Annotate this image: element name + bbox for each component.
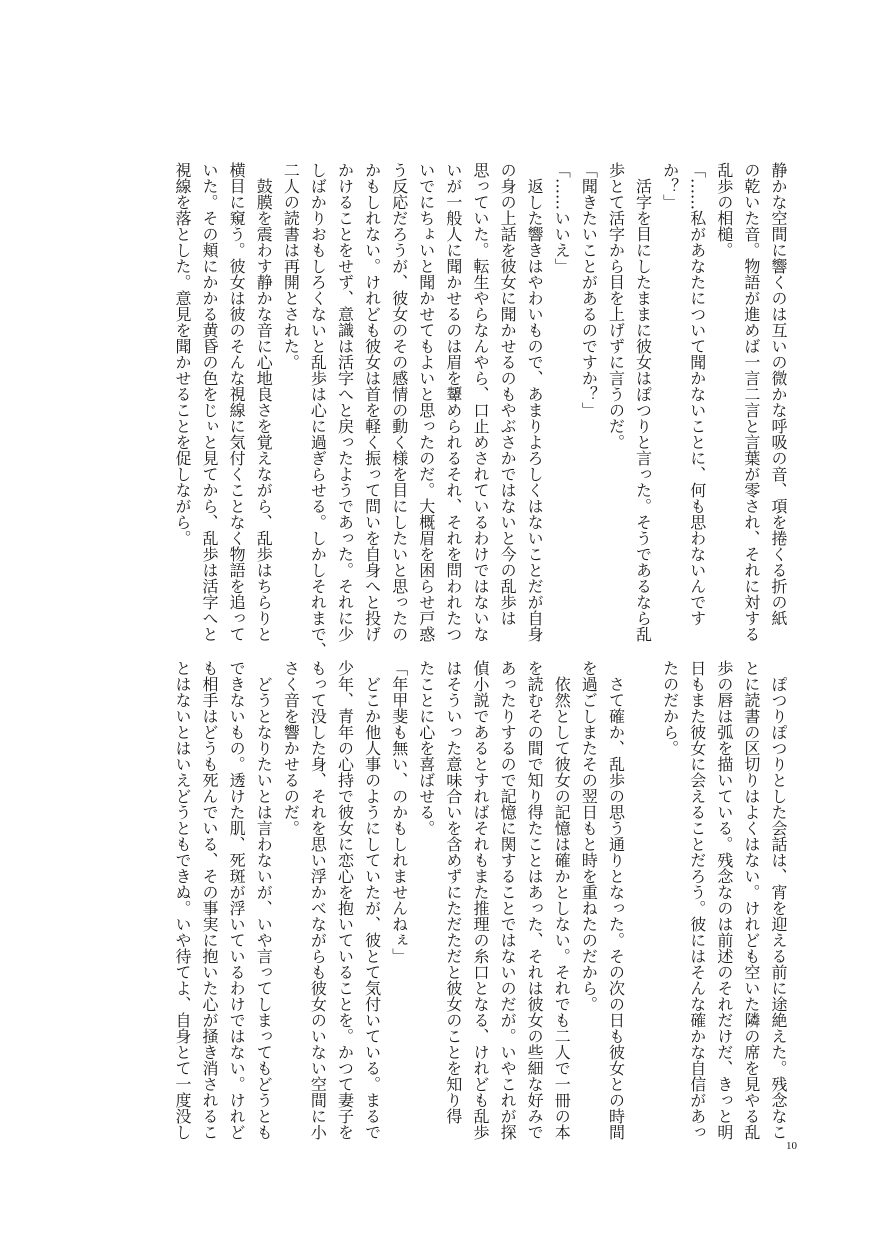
text-line: の身の上話を彼女に聞かせるのもやぶさかではないと今の乱歩は — [498, 162, 518, 626]
text-line: しばかりおもしろくないと乱歩は心に過ぎらせる。しかしそれまで、 — [308, 162, 328, 658]
text-line: 「年甲斐も無い、のかもしれませんねぇ」 — [389, 660, 409, 964]
text-line: はそういった意味合いを含めずにただただと彼女のことを知り得 — [443, 660, 463, 1124]
text-line: かけることをせず、意識は活字へと戻ったようであった。それに少 — [335, 162, 355, 642]
text-line — [629, 660, 656, 1150]
text-line: いでにちょいと聞かせてもよいと思ったのだ。大概眉を困らせ戸惑 — [416, 162, 436, 642]
text-line: 「……いいえ」 — [552, 162, 572, 274]
text-line: 依然として彼女の記憶は確かとしない。それでも二人で一冊の本 — [552, 660, 572, 1140]
text-line: さて確か、乱歩の思う通りとなった。その次の日も彼女との時間 — [606, 660, 626, 1140]
text-line: 返した響きはやわいもので、あまりよろしくはないことだが自身 — [525, 162, 545, 642]
text-line: いた。その頬にかかる黄昏の色をじぃと見てから、乱歩は活字へと — [200, 162, 220, 642]
text-line: 歩とて活字から目を上げずに言うのだ。 — [606, 162, 626, 450]
text-line: もって没した身、それを思い浮かべながらも彼女のいない空間に小 — [308, 660, 328, 1140]
text-line: を読むその間で知り得たことはあった、それは彼女の些細な好みで — [525, 660, 545, 1140]
text-line: 鼓膜を震わす静かな音に心地良さを覚えながら、乱歩はちらりと — [254, 162, 274, 642]
text-line: 乱歩の相槌。 — [714, 162, 734, 258]
text-line: たのだから。 — [660, 660, 680, 756]
text-line: さく音を響かせるのだ。 — [281, 660, 301, 836]
text-line: ぽつりぽつりとした会話は、宵を迎える前に途絶えた。残念なこ — [769, 660, 788, 1140]
lower-text-block — [169, 660, 792, 1150]
text-line: 「聞きたいことがあるのですか？」 — [579, 162, 599, 418]
text-line: 二人の読書は再開とされた。 — [281, 162, 301, 370]
page-number: 10 — [786, 1140, 797, 1152]
text-line: の乾いた音。物語が進めば一言二言と言葉が零され、それに対する — [741, 162, 761, 642]
text-line: できないもの。透けた肌、死斑が浮いているわけではない。けれど — [227, 660, 247, 1140]
text-line: 視線を落とした。意見を聞かせることを促しながら。 — [172, 162, 192, 546]
text-line: う反応だろうが、彼女のその感情の動く様を目にしたいと思ったの — [389, 162, 409, 642]
text-line: も相手はどうも死んでいる、その事実に抱いた心が掻き消されるこ — [200, 660, 220, 1140]
text-line: 活字を目にしたままに彼女はぽつりと言った。そうであるなら乱 — [633, 162, 653, 642]
text-line: 少年、青年の心持で彼女に恋心を抱いていることを。かつて妻子を — [335, 660, 355, 1140]
text-line: かもしれない。けれども彼女は首を軽く振って問いを自身へと投げ — [362, 162, 382, 642]
text-line: どうとなりたいとは言わないが、いや言ってしまってもどうとも — [254, 660, 274, 1140]
text-line: あったりするので記憶に関することではないのだが。いやこれが探 — [498, 660, 518, 1140]
text-line: を過ごしまたその翌日もと時を重ねたのだから。 — [579, 660, 599, 1012]
text-line: とはないとはいえどうともできぬ。いや待てよ、自身とて一度没し — [172, 660, 192, 1140]
text-line: 歩の唇は弧を描いている。残念なのは前述のそれだけだ、きっと明 — [714, 660, 734, 1140]
text-line: 偵小説であるとすればそれもまた推理の糸口となる、けれども乱歩 — [470, 660, 490, 1140]
text-line: 横目に窺う。彼女は彼のそんな視線に気付くことなく物語を追って — [227, 162, 247, 642]
upper-text-block — [169, 162, 792, 658]
text-line: たことに心を喜ばせる。 — [416, 660, 436, 836]
text-line: 「……私があなたについて聞かないことに、何も思わないんです — [687, 162, 707, 626]
text-line: 日もまた彼女に会えることだろう。彼にはそんな確かな自信があっ — [687, 660, 707, 1140]
text-line: 静かな空間に響くのは互いの微かな呼吸の音、項を捲くる折の紙 — [769, 162, 788, 626]
text-line: とに読書の区切りはよくはない。けれども空いた隣の席を見やる乱 — [741, 660, 761, 1140]
text-line: どこか他人事のようにしていたが、彼とて気付いている。まるで — [362, 660, 382, 1140]
text-line: 思っていた。転生やらなんやら、口止めされているわけではないな — [470, 162, 490, 642]
text-line: か？」 — [660, 162, 680, 210]
text-line: いが一般人に聞かせるのは眉を顰められるそれ、それを問われたつ — [443, 162, 463, 642]
